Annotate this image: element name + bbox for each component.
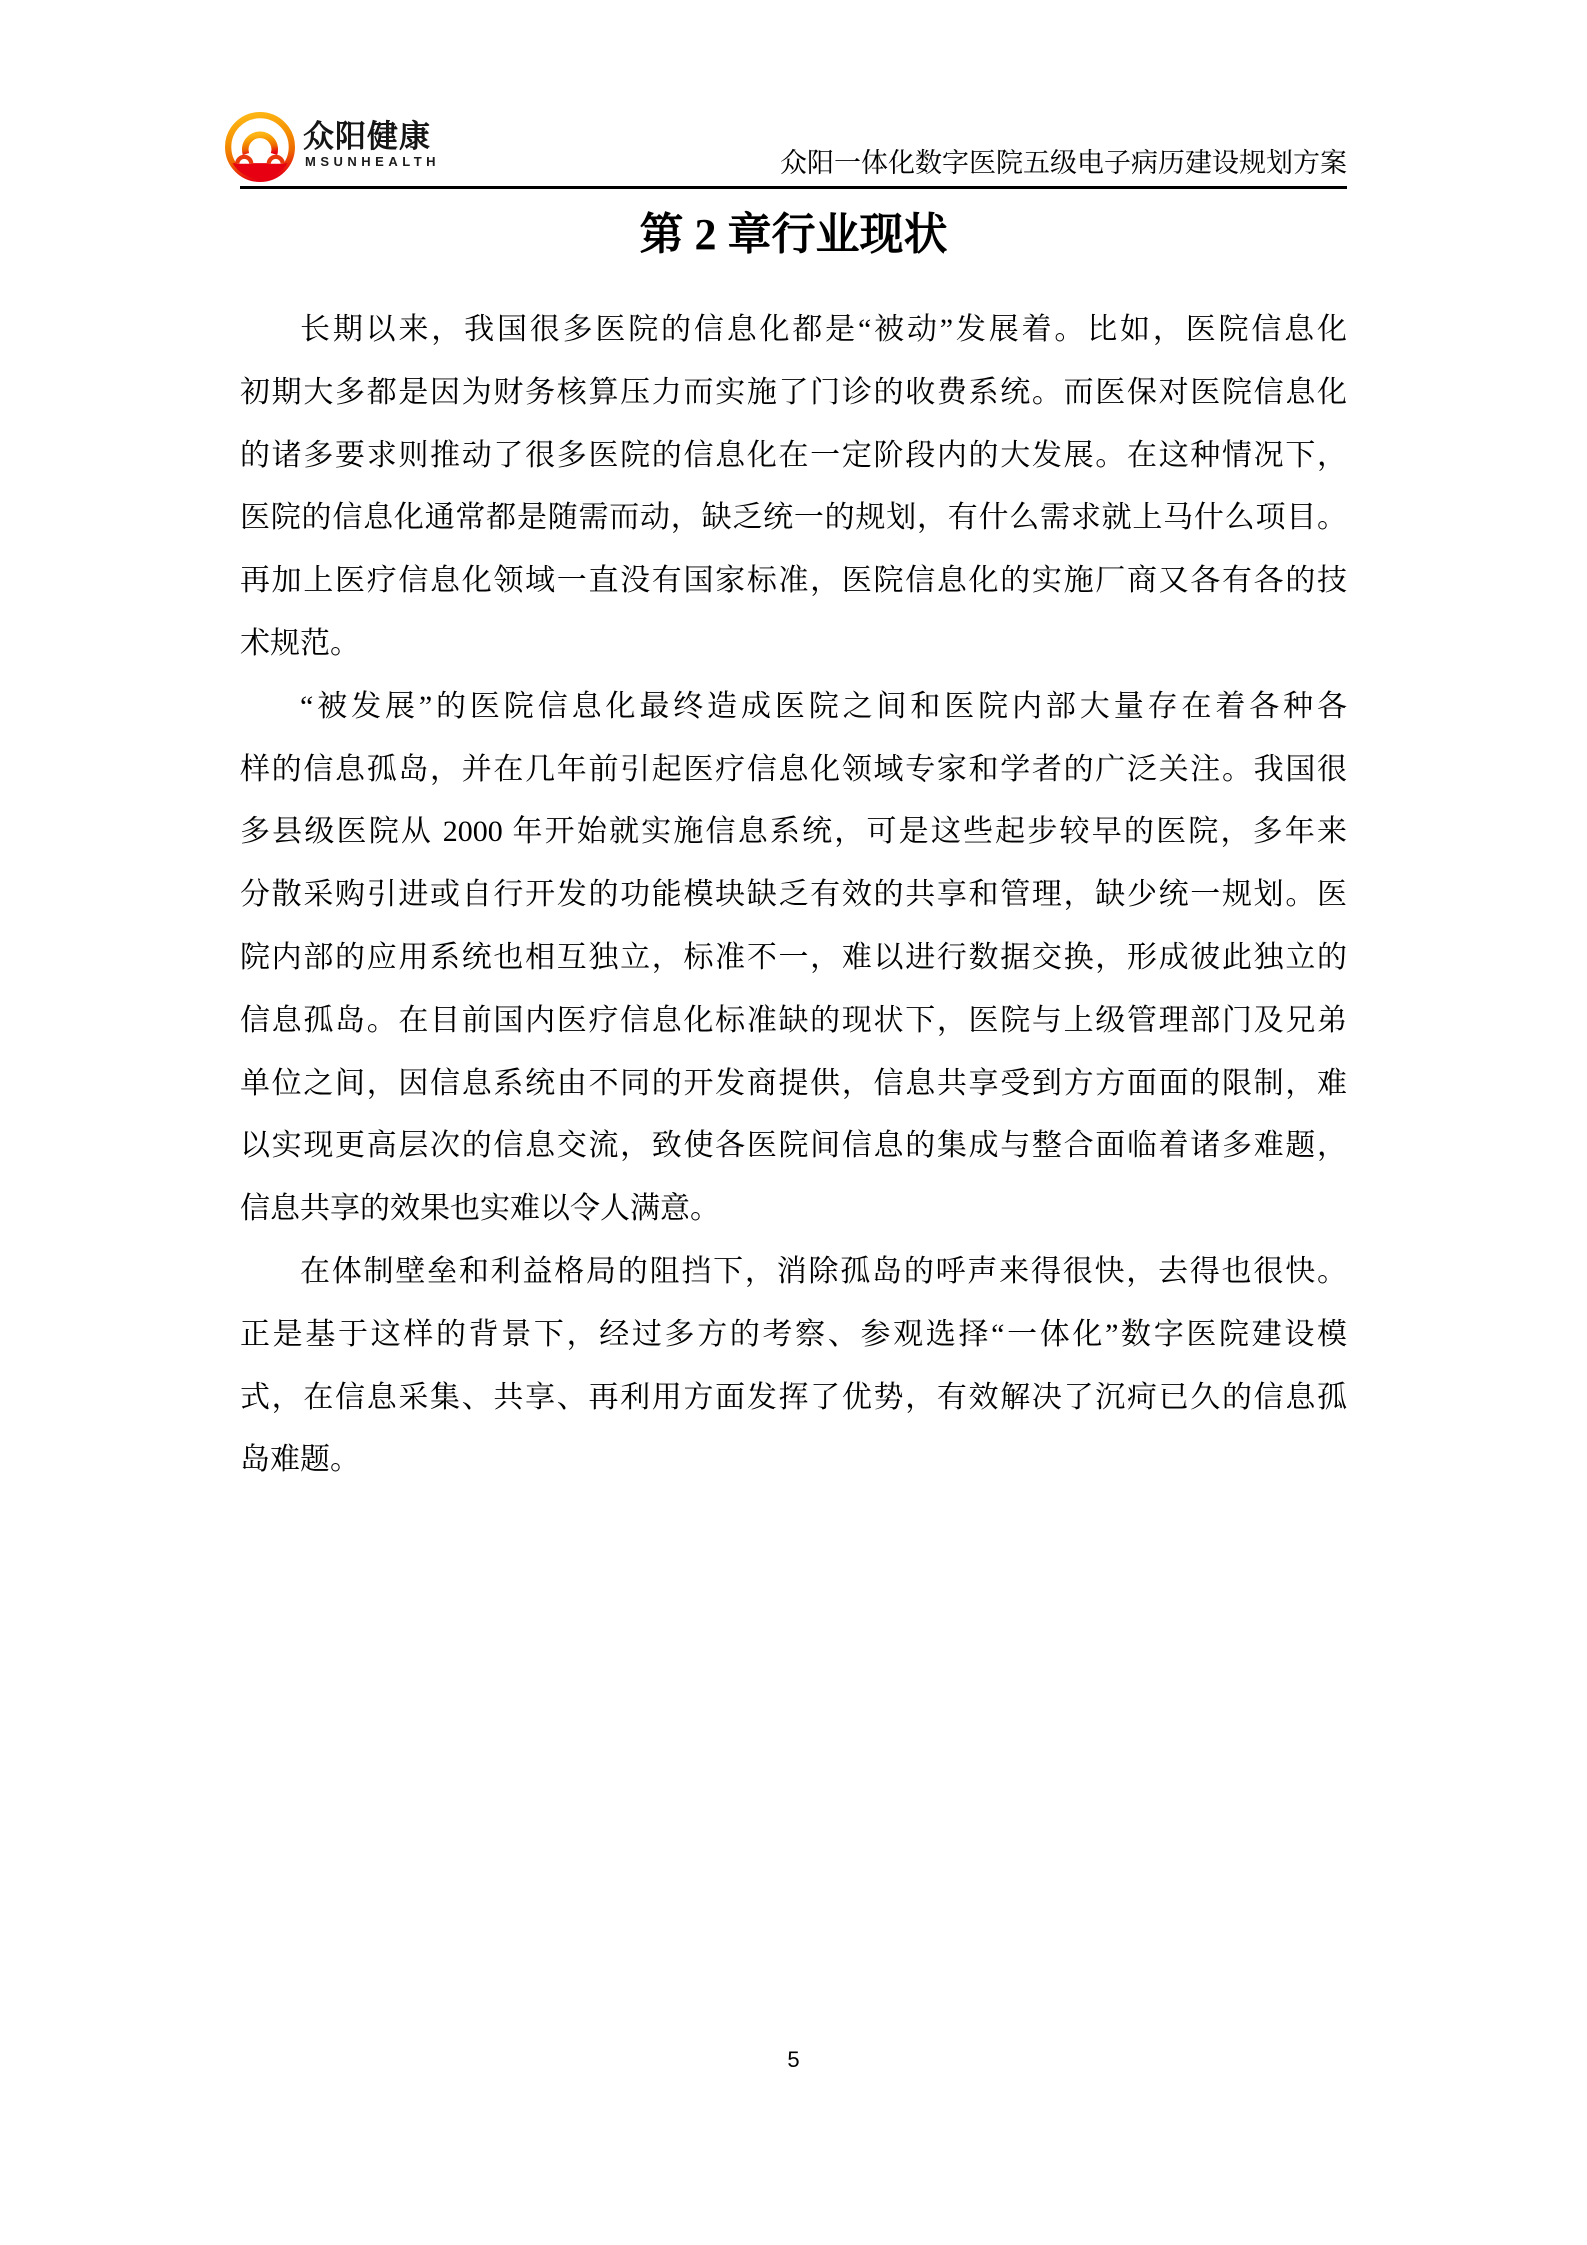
paragraph-2-line-7: 单位之间，因信息系统由不同的开发商提供，信息共享受到方方面面的限制，难: [240, 1066, 1347, 1100]
paragraph-1-line-1: 长期以来，我国很多医院的信息化都是“被动”发展着。比如，医院信息化: [300, 313, 1347, 346]
msunhealth-logo-icon: [225, 112, 295, 182]
header-rule: [240, 186, 1347, 189]
header-document-title: 众阳一体化数字医院五级电子病历建设规划方案: [780, 148, 1347, 178]
chapter-title: 第 2 章行业现状: [639, 210, 948, 259]
paragraph-1-line-4: 医院的信息化通常都是随需而动，缺乏统一的规划，有什么需求就上马什么项目。: [240, 501, 1347, 535]
logo-company-subtitle: MSUNHEALTH: [305, 154, 441, 169]
paragraph-2-line-2: 样的信息孤岛，并在几年前引起医疗信息化领域专家和学者的广泛关注。我国很: [240, 752, 1347, 786]
paragraph-2-line-3: 多县级医院从 2000 年开始就实施信息系统，可是这些起步较早的医院，多年来: [240, 815, 1347, 849]
paragraph-2-line-5: 院内部的应用系统也相互独立，标准不一，难以进行数据交换，形成彼此独立的: [240, 940, 1347, 974]
page-number: 5: [787, 2047, 800, 2072]
paragraph-1-line-6: 术规范。: [240, 626, 360, 660]
paragraph-2-line-1: “被发展”的医院信息化最终造成医院之间和医院内部大量存在着各种各: [300, 689, 1347, 723]
paragraph-1-line-5: 再加上医疗信息化领域一直没有国家标准，医院信息化的实施厂商又各有各的技: [240, 564, 1347, 598]
paragraph-2-line-9: 信息共享的效果也实难以令人满意。: [240, 1192, 720, 1226]
paragraph-3-line-4: 岛难题。: [240, 1443, 360, 1477]
document-body: [240, 299, 1347, 1492]
paragraph-3-line-1: 在体制壁垒和利益格局的阻挡下，消除孤岛的呼声来得很快，去得也很快。: [300, 1254, 1347, 1288]
paragraph-2-line-8: 以实现更高层次的信息交流，致使各医院间信息的集成与整合面临着诸多难题，: [240, 1129, 1347, 1163]
paragraph-2-line-4: 分散采购引进或自行开发的功能模块缺乏有效的共享和管理，缺少统一规划。医: [240, 878, 1347, 912]
paragraph-2-line-6: 信息孤岛。在目前国内医疗信息化标准缺的现状下，医院与上级管理部门及兄弟: [240, 1003, 1347, 1037]
logo-company-name: 众阳健康: [303, 119, 431, 154]
paragraph-3-line-3: 式，在信息采集、共享、再利用方面发挥了优势，有效解决了沉疴已久的信息孤: [240, 1380, 1347, 1414]
paragraph-3-line-2: 正是基于这样的背景下，经过多方的考察、参观选择“一体化”数字医院建设模: [240, 1317, 1347, 1351]
paragraph-1-line-2: 初期大多都是因为财务核算压力而实施了门诊的收费系统。而医保对医院信息化: [240, 375, 1347, 409]
paragraph-1-line-3: 的诸多要求则推动了很多医院的信息化在一定阶段内的大发展。在这种情况下，: [240, 438, 1347, 472]
